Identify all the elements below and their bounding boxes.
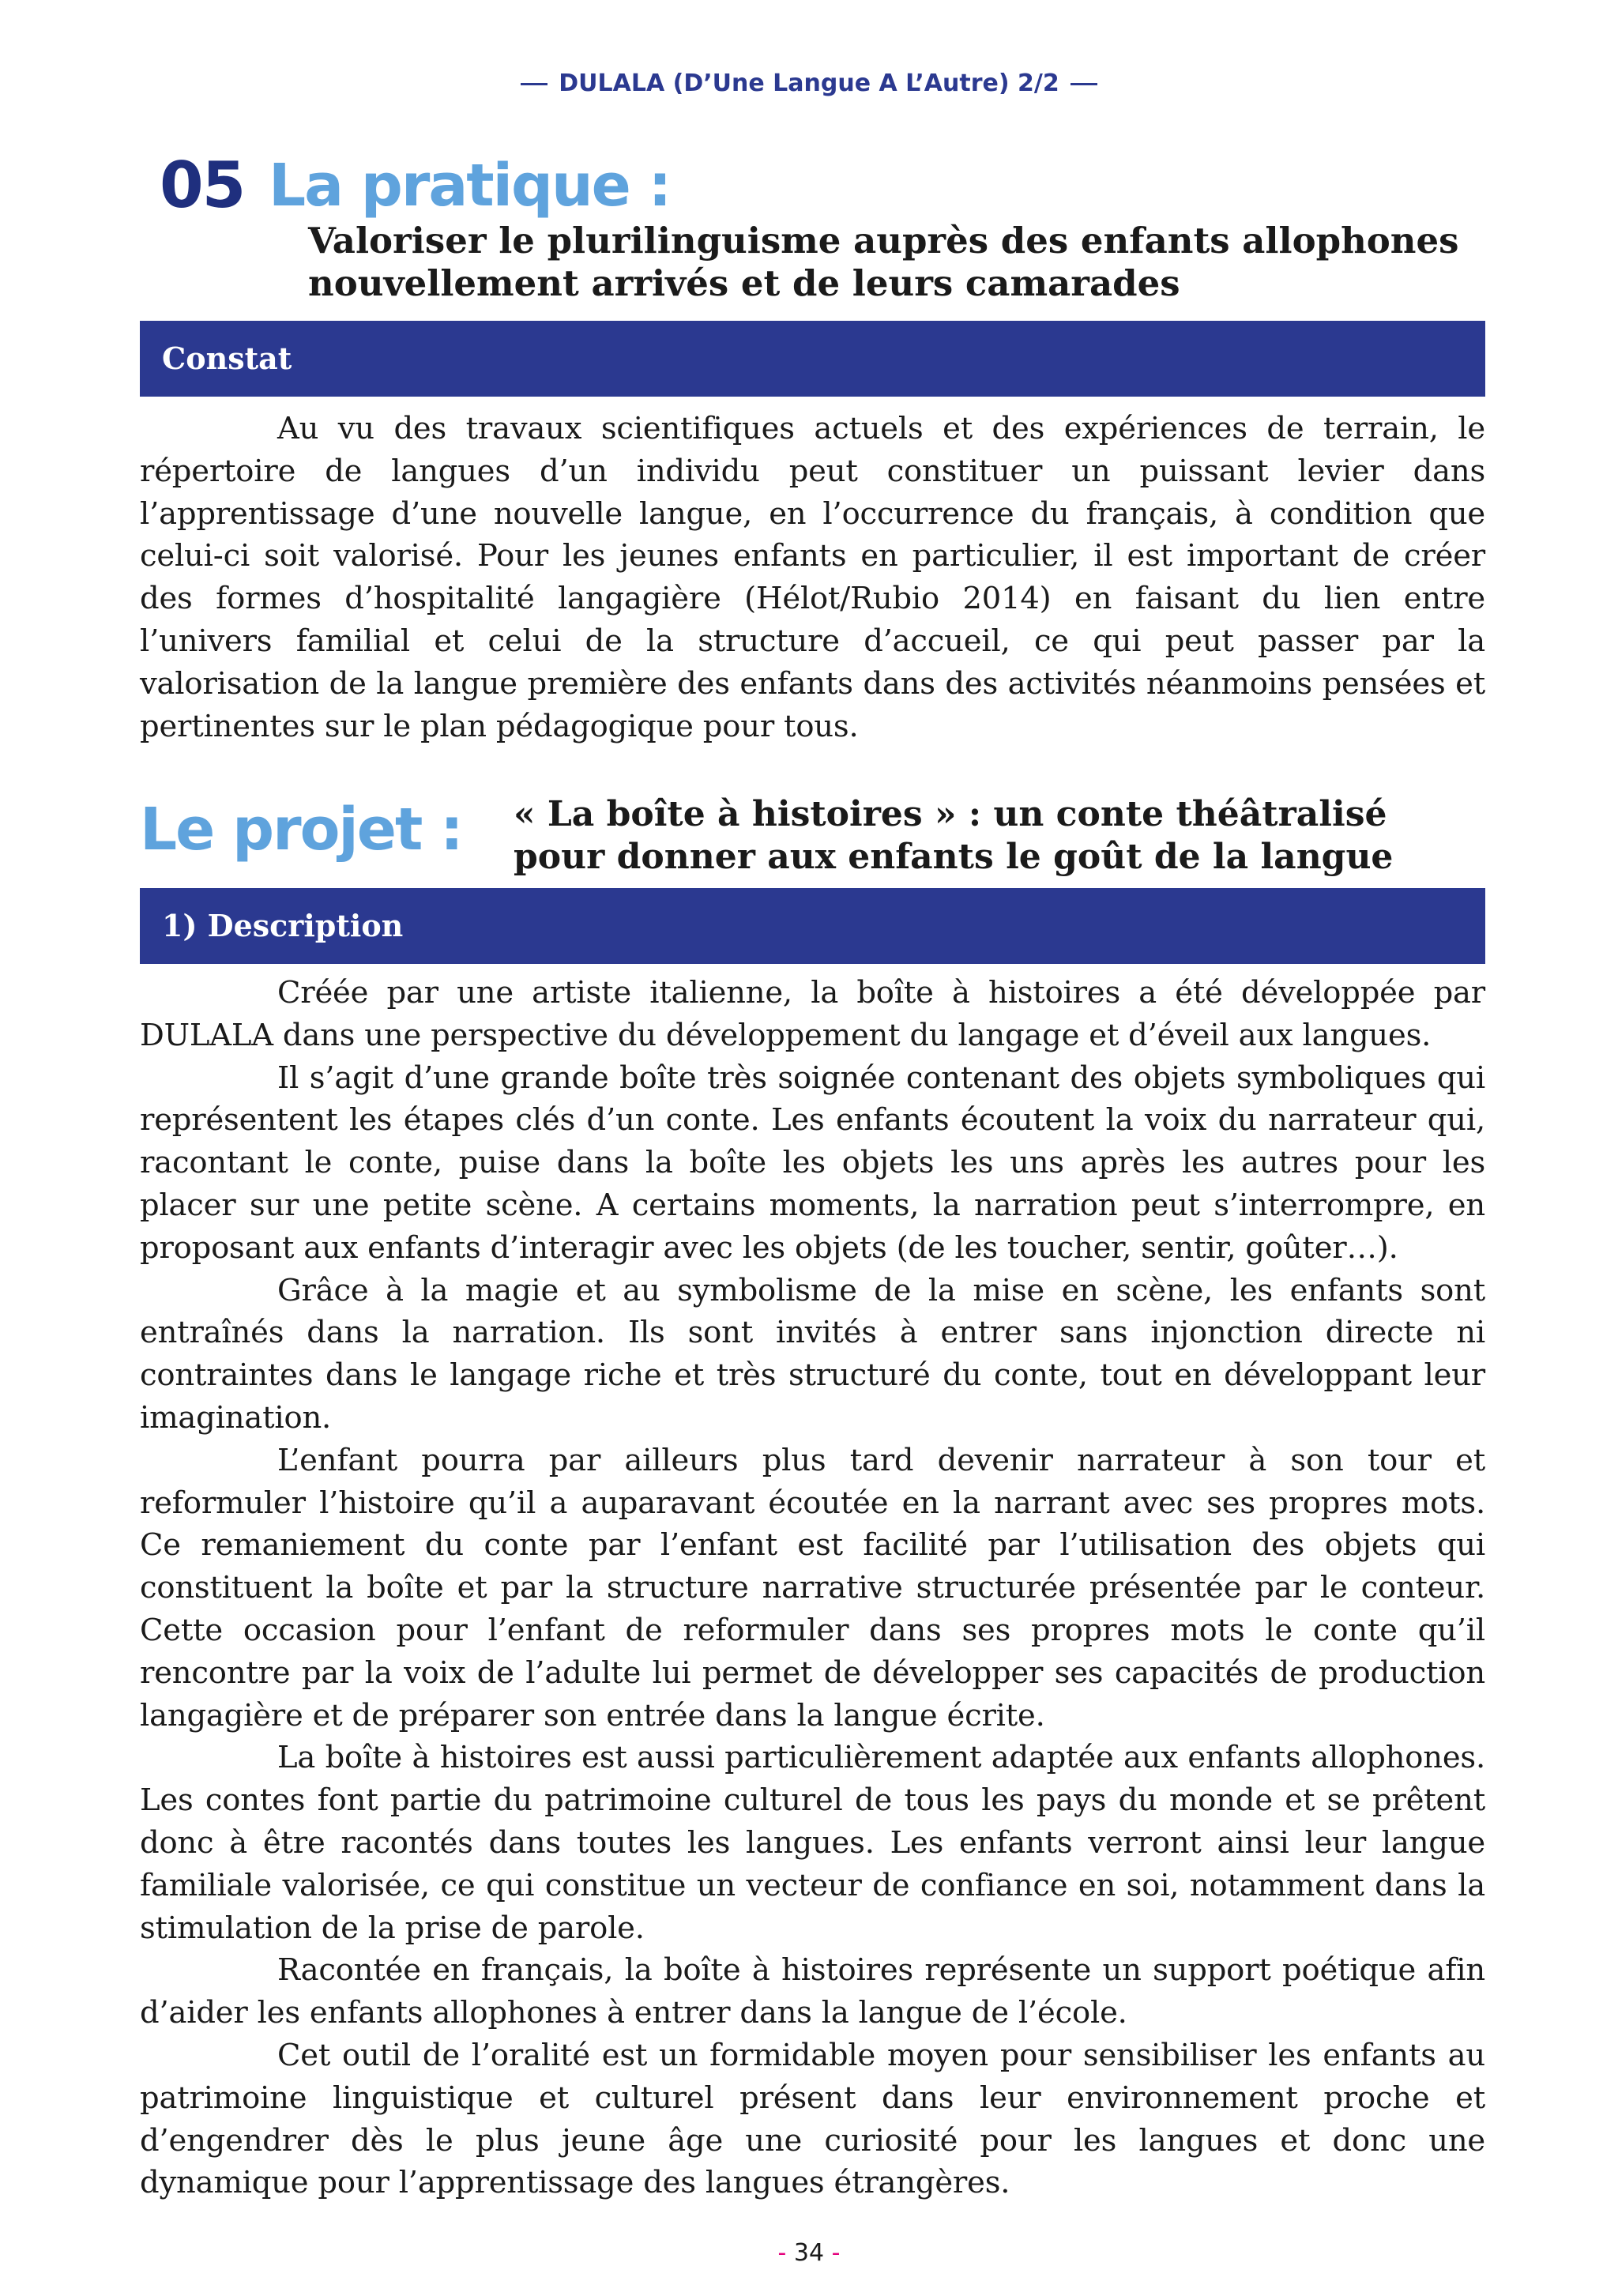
page-number-value: 34 — [793, 2239, 825, 2267]
header-dash-left — [521, 83, 547, 85]
constat-body — [140, 408, 1485, 747]
constat-paragraph: Au vu des travaux scientifiques actuels et des expériences de terrain, le répertoire de langues d’un individu peut constituer un puissant levier dans l’apprentissage d’une nouvelle langue, en l’occurrence du français, à condition que celui-ci soit valorisé. Pour les jeunes enfants en particulier, il est important de créer des formes d’hospitalité langagière (Hélot/Rubio 2014) en faisant du lien entre l’univers familial et celui de la structure d’accueil, ce qui peut passer par la valorisation de la langue première des enfants dans des activités néanmoins pensées et pertinentes sur le plan pédagogique pour tous. — [140, 411, 1485, 744]
projet-subtitle-line-2: pour donner aux enfants le goût de la langue — [514, 837, 1394, 877]
running-header — [0, 70, 1618, 97]
description-paragraph-1: Créée par une artiste italienne, la boîte à histoires a été développée par DULALA dans une perspective du développement du langage et d’éveil aux langues. — [140, 975, 1485, 1053]
description-paragraph-7: Cet outil de l’oralité est un formidable moyen pour sensibiliser les enfants au patrimoine linguistique et culturel présent dans leur environnement proche et d’engendrer dès le plus jeune âge une curiosité pour les langues et donc une dynamique pour l’apprentissage des langues étrangères. — [140, 2037, 1485, 2201]
page-number-dash-right: - — [824, 2239, 841, 2267]
constat-heading-bar: Constat — [140, 321, 1485, 397]
section-number: 05 — [160, 149, 245, 222]
running-title: DULALA (D’Une Langue A L’Autre) 2/2 — [559, 70, 1059, 97]
projet-subtitle — [514, 793, 1485, 879]
description-paragraph-2: Il s’agit d’une grande boîte très soignée contenant des objets symboliques qui représentent les étapes clés d’un conte. Les enfants écoutent la voix du narrateur qui, racontant le conte, puise dans la boîte les objets les uns après les autres pour les placer sur une petite scène. A certains moments, la narration peut s’interrompre, en proposant aux enfants d’interagir avec les objets (de les toucher, sentir, goûter…). — [140, 1060, 1485, 1266]
description-body — [140, 972, 1485, 2204]
description-heading-bar: 1) Description — [140, 888, 1485, 964]
projet-title: Le projet : — [140, 796, 462, 864]
projet-subtitle-line-1: « La boîte à histoires » : un conte théâtralisé — [514, 794, 1387, 834]
description-paragraph-5: La boîte à histoires est aussi particulièrement adaptée aux enfants allophones. Les contes font partie du patrimoine culturel de tous les pays du monde et se prêtent donc à être racontés dans toutes les langues. Les enfants verront ainsi leur langue familiale valorisée, ce qui constitue un vecteur de confiance en soi, notamment dans la stimulation de la prise de parole. — [140, 1740, 1485, 1946]
page-number — [0, 2239, 1618, 2267]
section-subtitle — [308, 220, 1485, 305]
section-title: La pratique : — [269, 152, 671, 220]
section-subtitle-line-2: nouvellement arrivés et de leurs camarades — [308, 262, 1180, 304]
description-paragraph-6: Racontée en français, la boîte à histoires représente un support poétique afin d’aider les enfants allophones à entrer dans la langue de l’école. — [140, 1952, 1485, 2031]
section-subtitle-line-1: Valoriser le plurilinguisme auprès des enfants allophones — [308, 220, 1459, 262]
description-paragraph-4: L’enfant pourra par ailleurs plus tard devenir narrateur à son tour et reformuler l’histoire qu’il a auparavant écoutée en la narrant avec ses propres mots. Ce remaniement du conte par l’enfant est facilité par l’utilisation des objets qui constituent la boîte et par la structure narrative structurée présentée par le conteur. Cette occasion pour l’enfant de reformuler dans ses propres mots le conte qu’il rencontre par la voix de l’adulte lui permet de développer ses capacités de production langagière et de préparer son entrée dans la langue écrite. — [140, 1442, 1485, 1733]
page-number-dash-left: - — [777, 2239, 794, 2267]
header-dash-right — [1071, 83, 1097, 85]
description-paragraph-3: Grâce à la magie et au symbolisme de la mise en scène, les enfants sont entraînés dans la narration. Ils sont invités à entrer sans injonction directe ni contraintes dans le langage riche et très structuré du conte, tout en développant leur imagination. — [140, 1272, 1485, 1436]
